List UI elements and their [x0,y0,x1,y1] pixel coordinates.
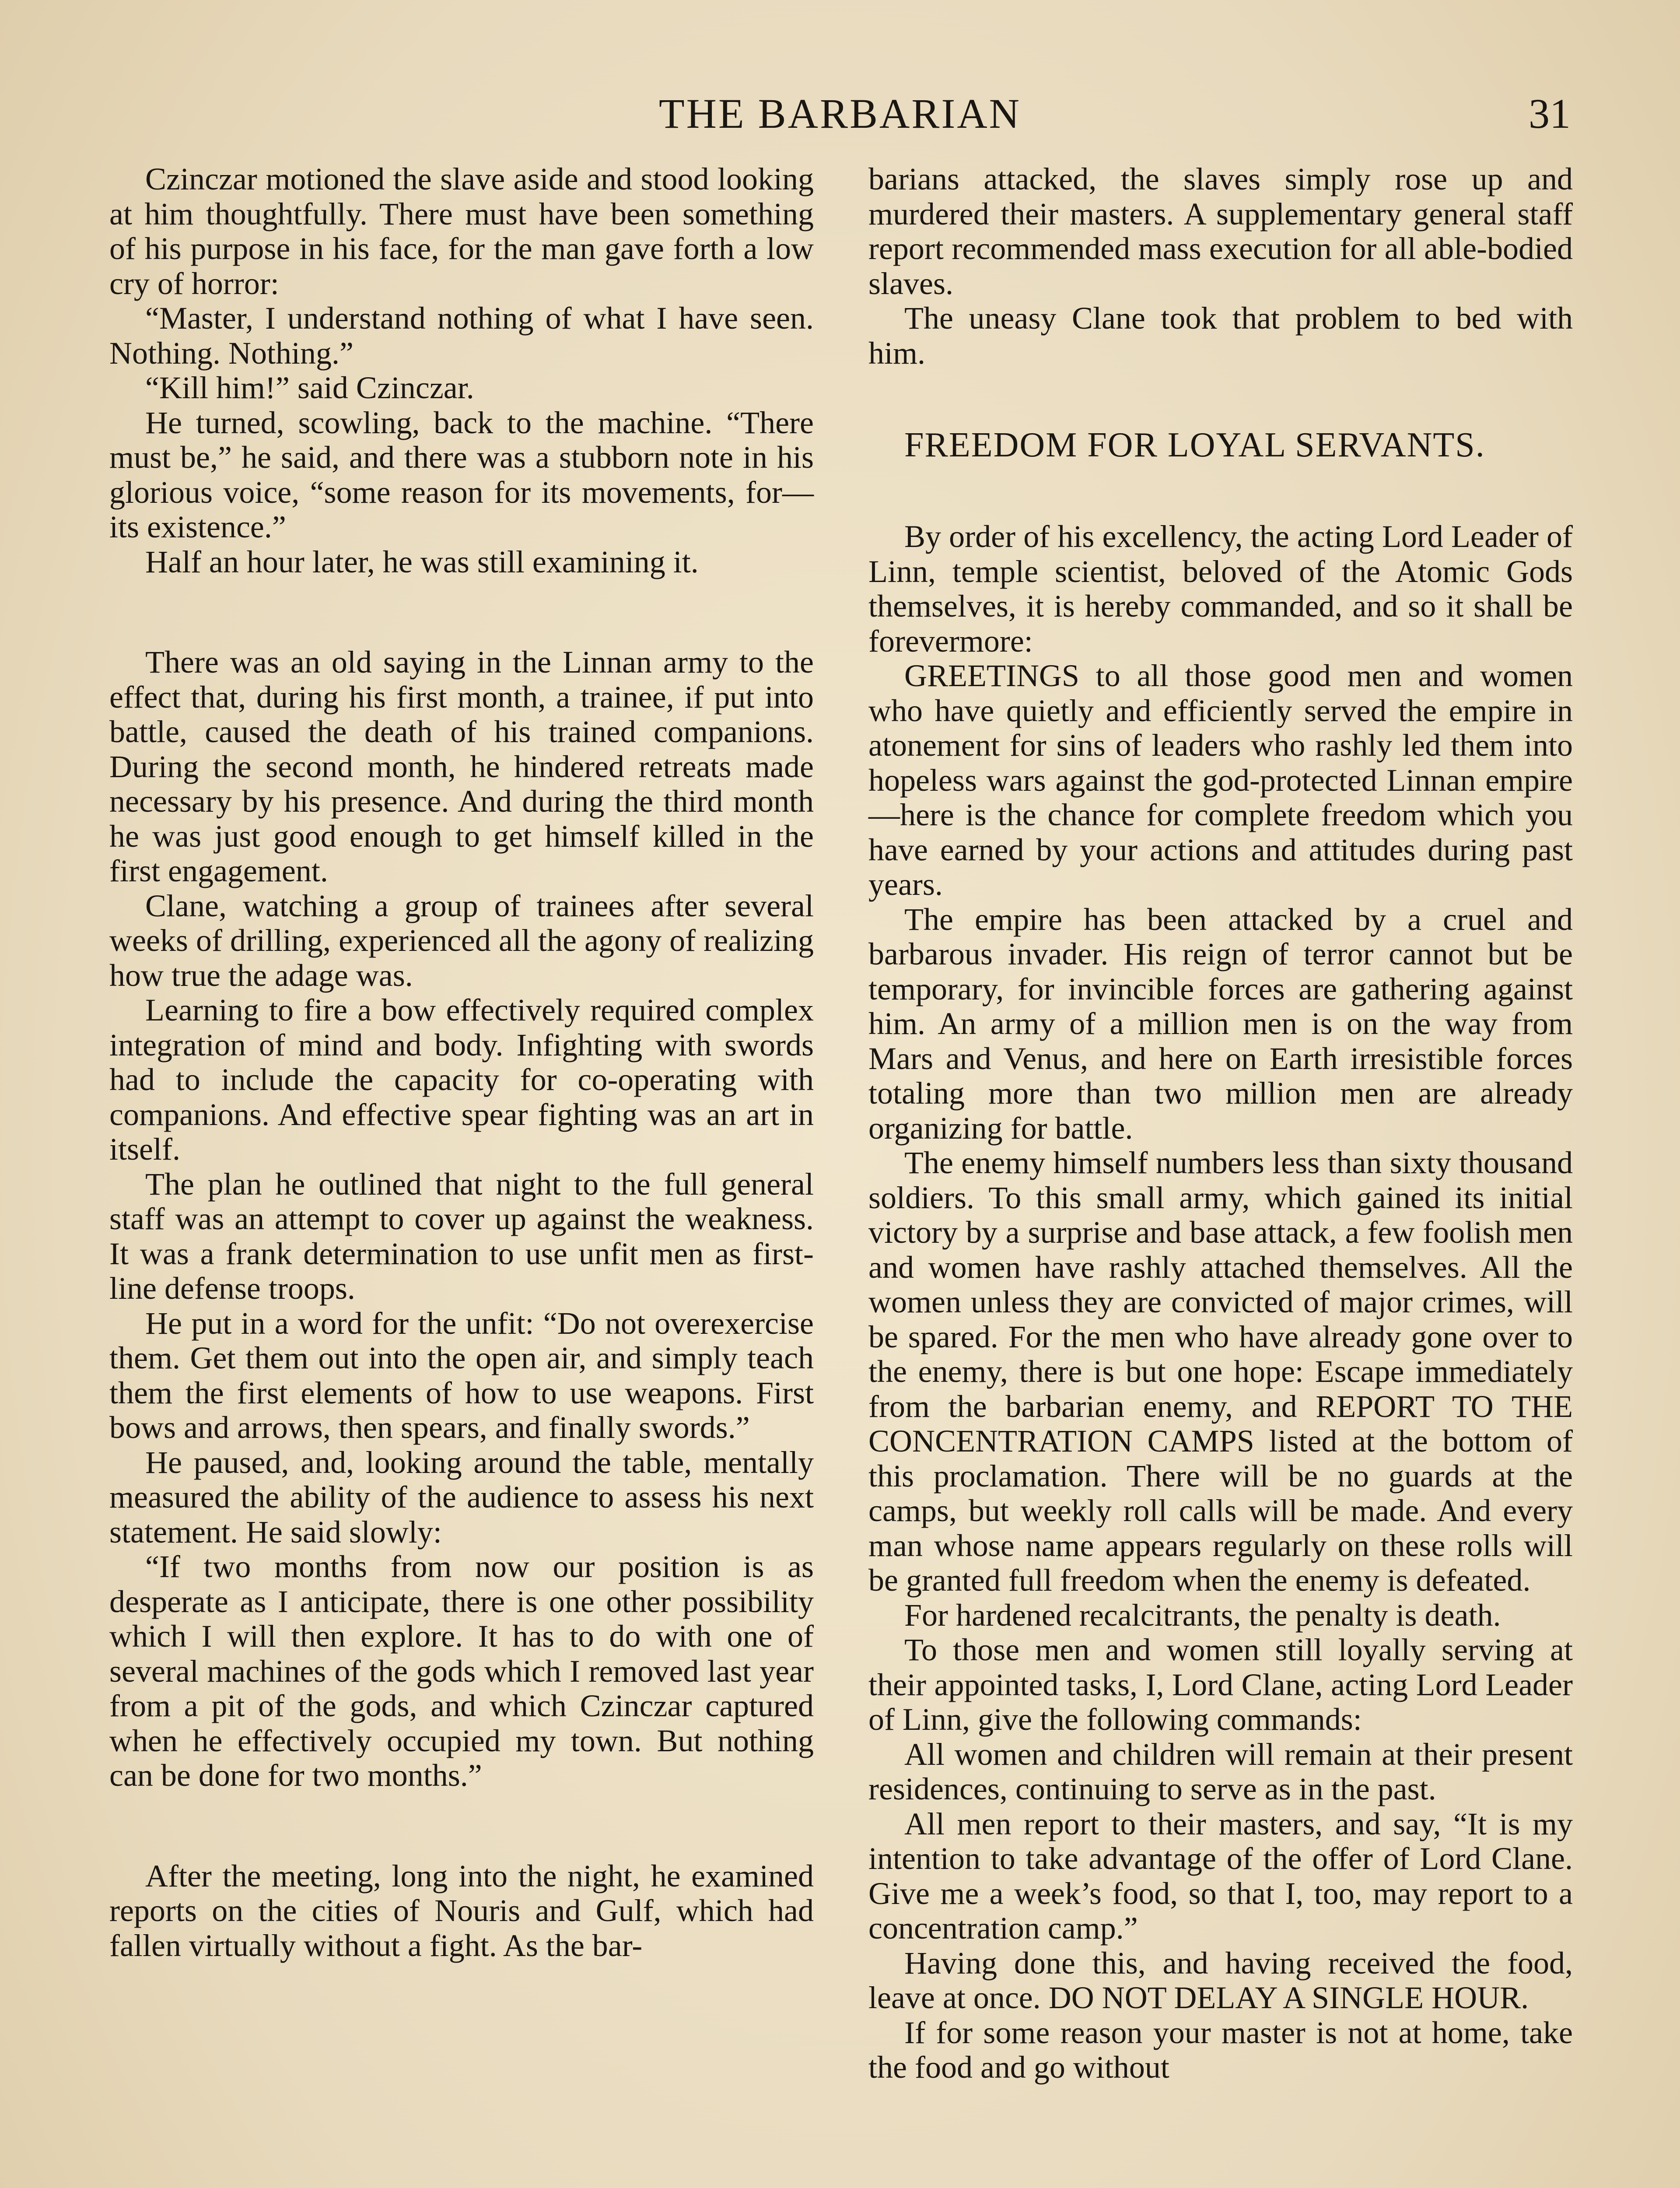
paragraph: To those men and women still loyally serving at their appointed tasks, I, Lord Clane, acting Lord Leader of Linn, give the following commands: [868,1632,1573,1737]
paragraph: The empire has been attacked by a cruel and barbarous invader. His reign of terror cannot but be temporary, for invincible forces are gathering against him. An army of a million men is on the way from Mars and Venus, and here on Earth irresistible forces totaling more than two million men are already organizing for battle. [868,901,1573,1146]
paragraph: “Kill him!” said Czinczar. [145,370,474,405]
paragraph: If for some reason your master is not at home, take the food and go without [868,2015,1573,2085]
paragraph: Czinczar motioned the slave aside and stood looking at him thoughtfully. There must have been something of his purpose in his face, for the man gave forth a low cry of horror: [109,161,814,301]
paragraph: For hardened recalcitrants, the penalty is death. [904,1597,1501,1633]
paragraph: Having done this, and having received the food, leave at once. DO NOT DELAY A SINGLE HOUR. [868,1945,1573,2015]
paragraph: He turned, scowling, back to the machine. “There must be,” he said, and there was a stubborn note in his glorious voice, “some reason for its movements, for—its existence.” [109,405,814,544]
proclamation-heading: FREEDOM FOR LOYAL SERVANTS. [904,426,1485,464]
page-number: 31 [1529,90,1571,137]
paragraph: Half an hour later, he was still examining it. [145,544,699,579]
section-break [868,371,1573,423]
page-header [109,83,1571,144]
paragraph: The enemy himself numbers less than sixty thousand soldiers. To this small army, which gained its initial victory by a surprise and base attack, a few foolish men and women have rashly attached themselves. All the women unless they are convicted of major crimes, will be spared. For the men who have already gone over to the enemy, there is but one hope: Escape immediately from the barbarian enemy, and REPORT TO THE CONCENTRATION CAMPS listed at the bottom of this proclamation. There will be no guards at the camps, but weekly roll calls will be made. And every man whose name appears regularly on these rolls will be granted full freedom when the enemy is defeated. [868,1145,1573,1598]
paragraph: The uneasy Clane took that problem to bed with him. [868,301,1573,371]
section-break [868,467,1573,519]
paragraph: Learning to fire a bow effectively required complex integration of mind and body. Infighting with swords had to include the capacity for co-operating with companions. And effective spear fighting was an art in itself. [109,992,814,1167]
paragraph: He paused, and, looking around the table, mentally measured the ability of the audience to assess his next statement. He said slowly: [109,1445,814,1550]
right-text-column [868,162,1573,2085]
paragraph: After the meeting, long into the night, he examined reports on the cities of Nouris and Gulf, which had fallen virtually without a fight. As the bar- [109,1858,814,1963]
paragraph: “If two months from now our position is as desperate as I anticipate, there is one other possibility which I will then explore. It has to do with one of several machines of the gods which I removed last year from a pit of the gods, and which Czinczar captured when he effectively occupied my town. But nothing can be done for two months.” [109,1549,814,1793]
section-break [109,579,814,645]
running-title: THE BARBARIAN [658,90,1021,137]
section-break [109,1793,814,1859]
paragraph: He put in a word for the unfit: “Do not overexercise them. Get them out into the open air, and simply teach them the first elements of how to use weapons. First bows and arrows, then spears, and finally swords.” [109,1305,814,1445]
left-text-column [109,162,814,1963]
paragraph: All women and children will remain at their present residences, continuing to serve as in the past. [868,1736,1573,1806]
paragraph: barians attacked, the slaves simply rose up and murdered their masters. A supplementary general staff report recommended mass execution for all able-bodied slaves. [868,161,1573,301]
paragraph: All men report to their masters, and say, “It is my intention to take advantage of the offer of Lord Clane. Give me a week’s food, so that I, too, may report to a concentration camp.” [868,1806,1573,1946]
paragraph: GREETINGS to all those good men and women who have quietly and efficiently served the empire in atonement for sins of leaders who rashly led them into hopeless wars against the god-protected Linnan empire—here is the chance for complete freedom which you have earned by your actions and attitudes during past years. [868,658,1573,902]
paragraph: Clane, watching a group of trainees after several weeks of drilling, experienced all the agony of realizing how true the adage was. [109,888,814,993]
paragraph: By order of his excellency, the acting Lord Leader of Linn, temple scientist, beloved of the Atomic Gods themselves, it is hereby commanded, and so it shall be forevermore: [868,519,1573,659]
paragraph: “Master, I understand nothing of what I have seen. Nothing. Nothing.” [109,301,814,371]
paragraph: The plan he outlined that night to the full general staff was an attempt to cover up against the weakness. It was a frank determination to use unfit men as first-line defense troops. [109,1166,814,1306]
paragraph: There was an old saying in the Linnan army to the effect that, during his first month, a trainee, if put into battle, caused the death of his trained companions. During the second month, he hindered retreats made necessary by his presence. And during the third month he was just good enough to get himself killed in the first engagement. [109,645,814,888]
